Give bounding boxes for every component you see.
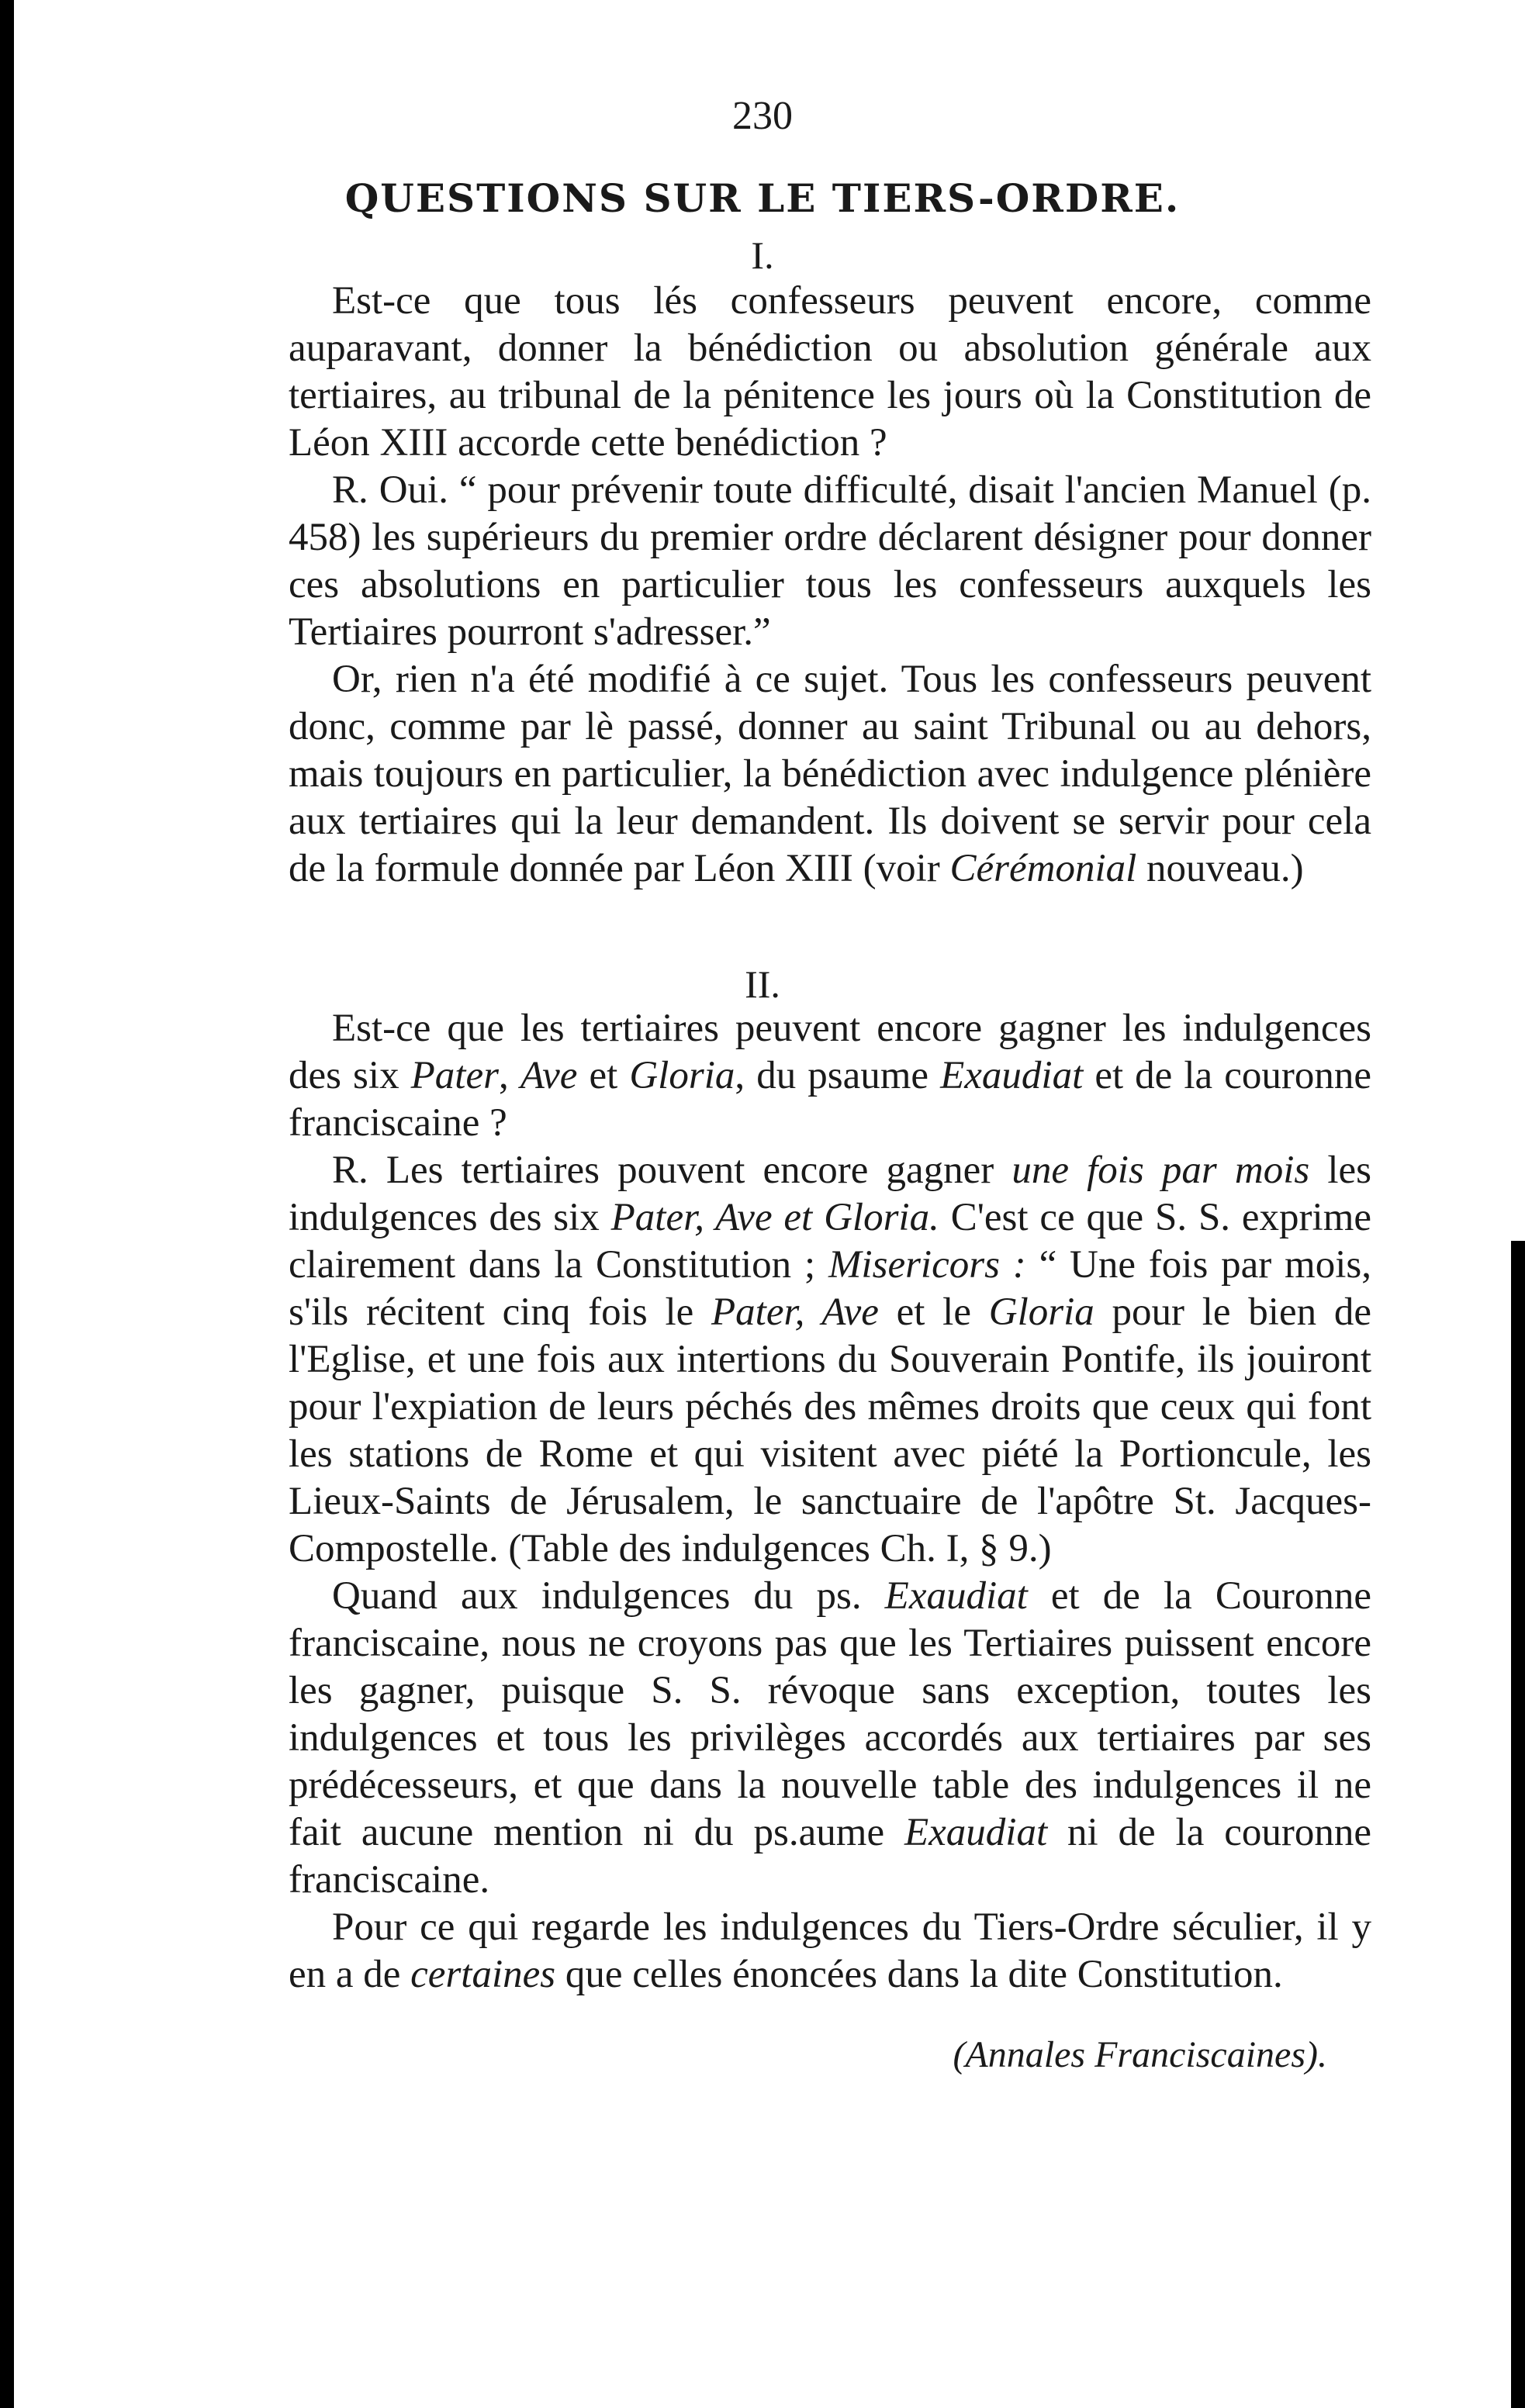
text-run: et de la couronne franciscaine ? (289, 1054, 1372, 1145)
text-run: les indulgences des six (289, 1149, 1371, 1239)
text-run: Or, rien n'a été modifié à ce sujet. Tous les confesseurs peuvent donc, comme par lè passé, donner au saint Tribunal ou au dehors, mais toujours en particulier, la bénédiction avec indulgence plénière aux tertiaires qui la leur demandent. Ils doivent se servir pour cela de la formule donnée par Léon XIII (voir (289, 658, 1371, 890)
text-run: et de la Couronne franciscaine, nous ne croyons pas que les Tertiaires puissent encore les gagner, puisque S. S. révoque sans exception, toutes les indulgences et tous les privilèges accordés aux tertiaires par ses prédécesseurs, et que dans la nouvelle table des indulgences il ne fait aucune mention ni du ps.aume (289, 1574, 1371, 1854)
text-run: que celles énoncées dans la dite Constitution. (555, 1953, 1283, 1996)
text-run: nouveau.) (1136, 847, 1304, 890)
page-title: QUESTIONS SUR LE TIERS-ORDRE. (344, 175, 1181, 221)
text-run: C'est ce que S. S. exprime clairement dans la Constitution ; (289, 1196, 1371, 1287)
text-run: Pour ce qui regarde les indulgences du Tiers-Ordre séculier, il y en a de (289, 1905, 1371, 1996)
italic-run: Cérémonial (949, 847, 1137, 890)
italic-run: Gloria (629, 1054, 735, 1097)
answer-2-paragraph-3 (289, 1904, 1371, 1999)
scan-edge-right (1511, 1241, 1525, 2408)
italic-run: Misericors : (828, 1243, 1026, 1287)
question-1: Est-ce que tous lés confesseurs peuvent encore, comme auparavant, donner la bénédiction ou absolution générale aux tertiaires, au tribunal de la pénitence les jours où la Constitution de Léon XIII accorde cette benédiction ? (289, 279, 1371, 465)
italic-run: Gloria (988, 1290, 1094, 1334)
section-numeral-1: I. (751, 233, 774, 277)
italic-run: Pater (410, 1054, 499, 1097)
text-run: et le (878, 1290, 989, 1334)
text-run: pour le bien de l'Eglise, et une fois aux intertions du Souverain Pontife, ils jouiront pour l'expiation de leurs péchés des mêmes droits que ceux qui font les stations de Rome et qui visitent avec piété la Portioncule, les Lieux-Saints de Jérusalem, le sanctuaire de l'apôtre St. Jacques-Compostelle. (Table des indulgences Ch. I, § 9.) (289, 1290, 1372, 1570)
section-2-body (289, 1005, 1371, 1999)
text-run: et (577, 1054, 630, 1097)
italic-run: Ave (520, 1054, 578, 1097)
text-run: Est-ce que les tertiaires peuvent encore gagner les indulgences des six (289, 1007, 1371, 1097)
italic-run: Pater, Ave et Gloria. (610, 1196, 939, 1239)
question-2 (289, 1005, 1371, 1147)
text-run: ni de la couronne franciscaine. (289, 1811, 1371, 1902)
section-numeral-2: II. (745, 962, 780, 1006)
answer-1-continuation (289, 656, 1371, 893)
italic-run: une fois par mois (1011, 1149, 1310, 1192)
text-run: R. Les tertiaires pouvent encore gagner (332, 1149, 1012, 1192)
text-run: Quand aux indulgences du ps. (332, 1574, 885, 1618)
source-attribution: (Annales Franciscaines). (953, 2034, 1327, 2075)
italic-run: Exaudiat (940, 1054, 1084, 1097)
italic-run: Exaudiat (884, 1574, 1028, 1618)
section-1-body (289, 278, 1371, 893)
answer-2-paragraph-1 (289, 1147, 1371, 1573)
answer-2-paragraph-2 (289, 1573, 1371, 1904)
page-number: 230 (732, 94, 793, 138)
text-run: , du psaume (735, 1054, 941, 1097)
text-run: , (498, 1054, 520, 1097)
scan-edge-left (0, 0, 14, 2408)
italic-run: Pater, Ave (711, 1290, 879, 1334)
answer-1-paragraph: R. Oui. “ pour prévenir toute difficulté, disait l'ancien Manuel (p. 458) les supérieurs du premier ordre déclarent désigner pour donner ces absolutions en particulier tous les confesseurs auxquels les Tertiaires pourront s'adresser.” (289, 468, 1371, 654)
text-run: “ Une fois par mois, s'ils récitent cinq fois le (289, 1243, 1371, 1334)
italic-run: certaines (410, 1953, 556, 1996)
italic-run: Exaudiat (904, 1811, 1048, 1854)
